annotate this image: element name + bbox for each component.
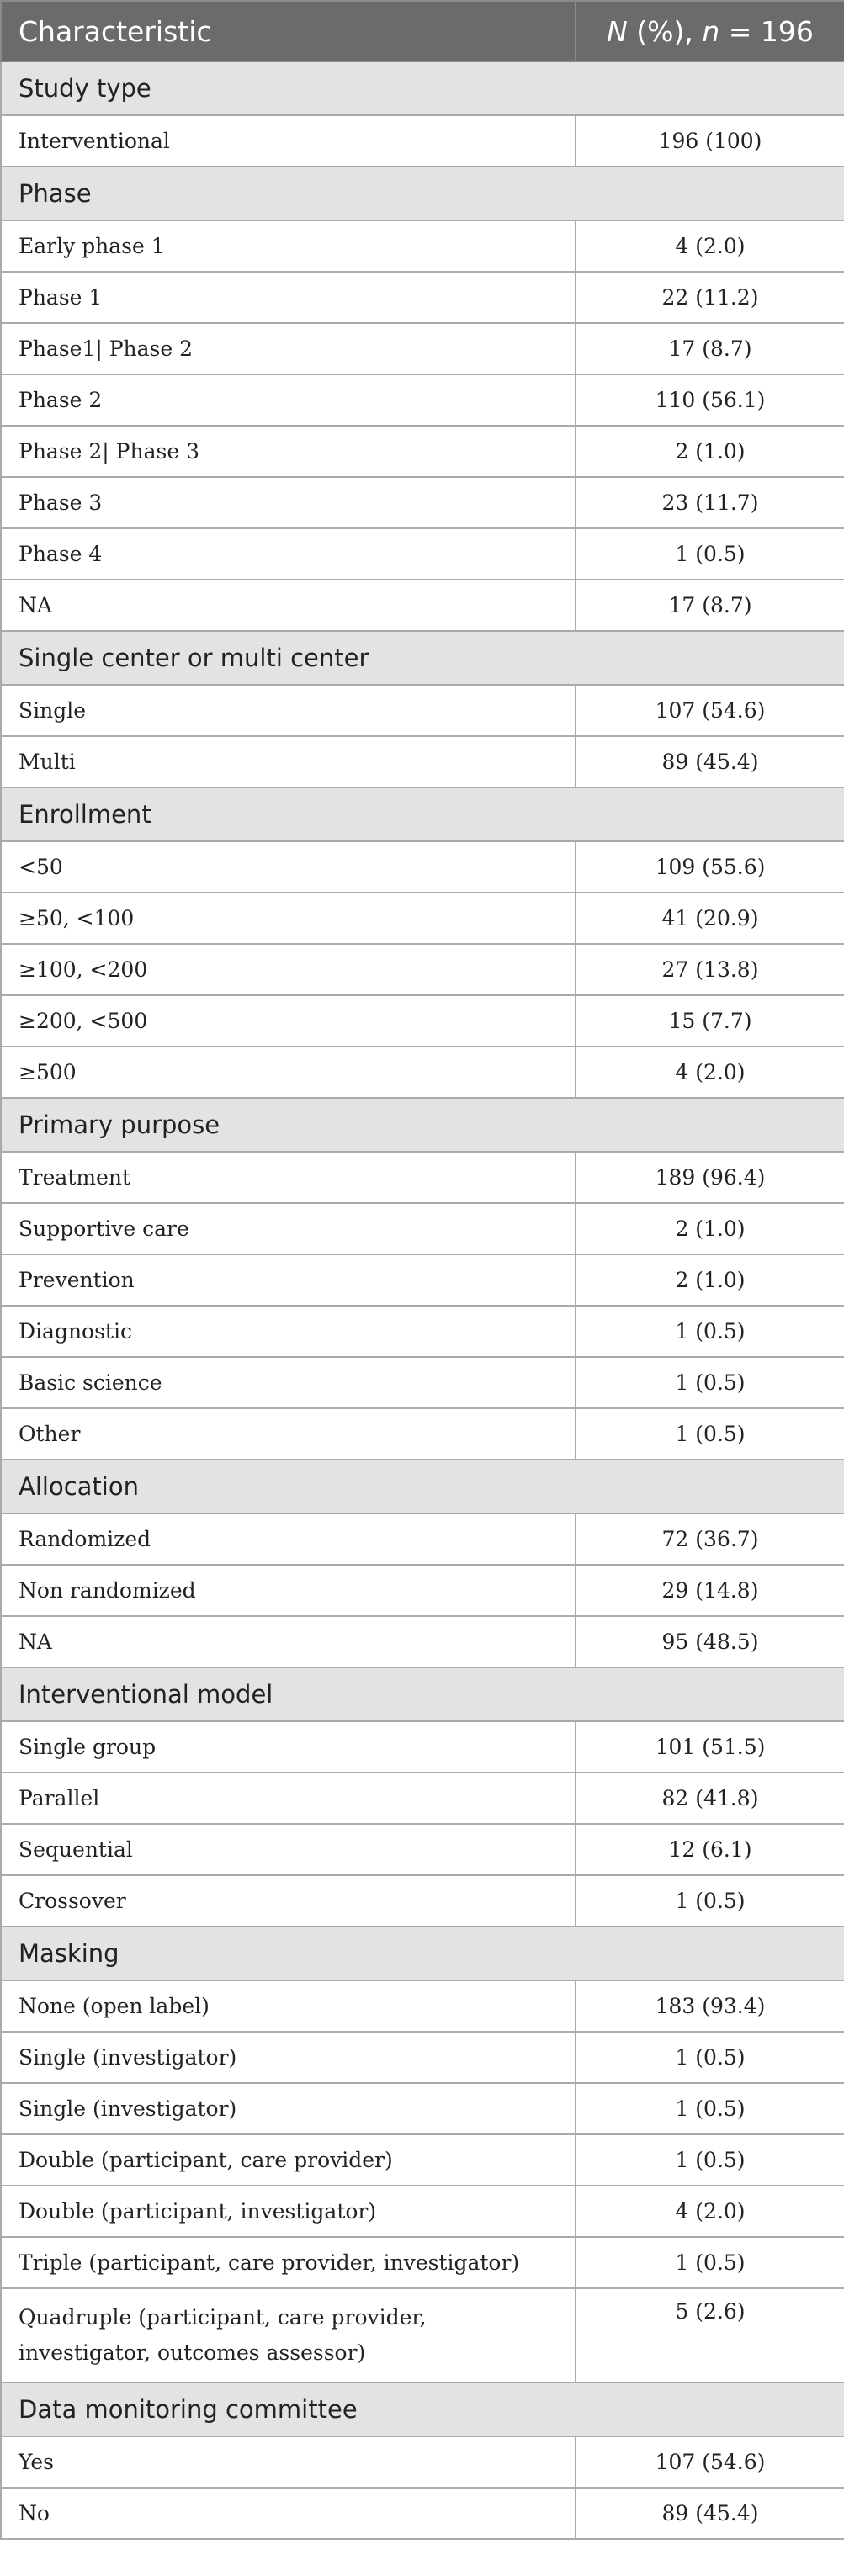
row-value: 1 (0.5) <box>576 1875 844 1927</box>
row-value: 189 (96.4) <box>576 1152 844 1203</box>
row-label: ≥200, <500 <box>1 995 576 1047</box>
row-label: <50 <box>1 841 576 893</box>
row-value: 1 (0.5) <box>576 1306 844 1357</box>
table-header-row <box>1 1 844 61</box>
row-label: Non randomized <box>1 1565 576 1616</box>
row-value: 107 (54.6) <box>576 2436 844 2488</box>
table-row <box>1 2488 844 2539</box>
section-row <box>1 167 844 220</box>
table-row <box>1 1616 844 1667</box>
n-label: N <box>607 14 628 48</box>
table-row <box>1 1773 844 1824</box>
row-label: No <box>1 2488 576 2539</box>
row-value: 1 (0.5) <box>576 2134 844 2186</box>
row-label: Single group <box>1 1721 576 1773</box>
row-value: 1 (0.5) <box>576 1357 844 1408</box>
row-label: Double (participant, investigator) <box>1 2186 576 2237</box>
table-row <box>1 1721 844 1773</box>
row-value: 1 (0.5) <box>576 2237 844 2288</box>
table-row <box>1 893 844 944</box>
section-title: Study type <box>1 61 844 115</box>
table-row <box>1 2288 844 2383</box>
table-body <box>1 61 844 2539</box>
n-small-label: n <box>702 14 720 48</box>
row-label: Sequential <box>1 1824 576 1875</box>
row-label: NA <box>1 1616 576 1667</box>
row-label: Yes <box>1 2436 576 2488</box>
table-row <box>1 1203 844 1254</box>
section-row <box>1 1460 844 1513</box>
table-row <box>1 736 844 787</box>
table-row <box>1 1357 844 1408</box>
table-row <box>1 995 844 1047</box>
row-label: ≥50, <100 <box>1 893 576 944</box>
row-value: 23 (11.7) <box>576 477 844 528</box>
row-label: ≥100, <200 <box>1 944 576 995</box>
row-label: NA <box>1 580 576 631</box>
table-row <box>1 944 844 995</box>
section-row <box>1 787 844 841</box>
table-row <box>1 2237 844 2288</box>
row-label: Single (investigator) <box>1 2083 576 2134</box>
table-row <box>1 2436 844 2488</box>
row-label: Phase 3 <box>1 477 576 528</box>
section-title: Enrollment <box>1 787 844 841</box>
row-value: 196 (100) <box>576 115 844 167</box>
row-label: Crossover <box>1 1875 576 1927</box>
table-row <box>1 1254 844 1306</box>
table-row <box>1 528 844 580</box>
table-row <box>1 272 844 323</box>
table-row <box>1 426 844 477</box>
row-label: Interventional <box>1 115 576 167</box>
row-value: 4 (2.0) <box>576 220 844 272</box>
table-row <box>1 1980 844 2032</box>
row-value: 89 (45.4) <box>576 2488 844 2539</box>
section-title: Primary purpose <box>1 1098 844 1152</box>
row-value: 5 (2.6) <box>576 2288 844 2383</box>
table-row <box>1 841 844 893</box>
row-value: 109 (55.6) <box>576 841 844 893</box>
row-label: Randomized <box>1 1513 576 1565</box>
row-label: Single <box>1 685 576 736</box>
pct-label: (%), <box>627 14 703 48</box>
table-row <box>1 1565 844 1616</box>
table-row <box>1 1824 844 1875</box>
table-row <box>1 1408 844 1460</box>
table-row <box>1 1047 844 1098</box>
row-label: Single (investigator) <box>1 2032 576 2083</box>
row-value: 1 (0.5) <box>576 2083 844 2134</box>
section-row <box>1 1927 844 1980</box>
row-value: 110 (56.1) <box>576 374 844 426</box>
n-equals-label: = 196 <box>719 14 814 48</box>
table-row <box>1 220 844 272</box>
row-label: Quadruple (participant, care provider, investigator, outcomes assessor) <box>1 2288 576 2383</box>
row-value: 4 (2.0) <box>576 2186 844 2237</box>
section-row <box>1 61 844 115</box>
row-label: Triple (participant, care provider, investigator) <box>1 2237 576 2288</box>
row-value: 89 (45.4) <box>576 736 844 787</box>
row-label: Early phase 1 <box>1 220 576 272</box>
section-title: Allocation <box>1 1460 844 1513</box>
row-label: Supportive care <box>1 1203 576 1254</box>
row-value: 101 (51.5) <box>576 1721 844 1773</box>
section-title: Masking <box>1 1927 844 1980</box>
row-value: 29 (14.8) <box>576 1565 844 1616</box>
table-row <box>1 2032 844 2083</box>
row-label: Phase 4 <box>1 528 576 580</box>
row-label: Double (participant, care provider) <box>1 2134 576 2186</box>
row-label: Prevention <box>1 1254 576 1306</box>
row-value: 2 (1.0) <box>576 426 844 477</box>
table-row <box>1 2186 844 2237</box>
table-row <box>1 685 844 736</box>
row-label: None (open label) <box>1 1980 576 2032</box>
row-value: 2 (1.0) <box>576 1203 844 1254</box>
row-value: 27 (13.8) <box>576 944 844 995</box>
row-label: Phase 2| Phase 3 <box>1 426 576 477</box>
row-value: 12 (6.1) <box>576 1824 844 1875</box>
table-row <box>1 477 844 528</box>
section-title: Interventional model <box>1 1667 844 1721</box>
table-row <box>1 2083 844 2134</box>
row-value: 15 (7.7) <box>576 995 844 1047</box>
row-label: Phase 2 <box>1 374 576 426</box>
section-row <box>1 1667 844 1721</box>
row-label: Diagnostic <box>1 1306 576 1357</box>
row-value: 22 (11.2) <box>576 272 844 323</box>
row-value: 2 (1.0) <box>576 1254 844 1306</box>
characteristic-header: Characteristic <box>1 1 576 61</box>
row-value: 95 (48.5) <box>576 1616 844 1667</box>
table-row <box>1 1513 844 1565</box>
row-label: Phase1| Phase 2 <box>1 323 576 374</box>
row-label: Treatment <box>1 1152 576 1203</box>
row-value: 17 (8.7) <box>576 323 844 374</box>
section-row <box>1 2383 844 2436</box>
section-row <box>1 631 844 685</box>
row-value: 107 (54.6) <box>576 685 844 736</box>
row-label: Multi <box>1 736 576 787</box>
row-label: Phase 1 <box>1 272 576 323</box>
row-value: 1 (0.5) <box>576 528 844 580</box>
row-label: Basic science <box>1 1357 576 1408</box>
table-row <box>1 374 844 426</box>
section-title: Phase <box>1 167 844 220</box>
table-row <box>1 1306 844 1357</box>
n-percent-header <box>576 1 844 61</box>
table-row <box>1 580 844 631</box>
table-row <box>1 1875 844 1927</box>
row-value: 1 (0.5) <box>576 1408 844 1460</box>
row-label: ≥500 <box>1 1047 576 1098</box>
section-row <box>1 1098 844 1152</box>
row-value: 72 (36.7) <box>576 1513 844 1565</box>
row-label: Parallel <box>1 1773 576 1824</box>
table-row <box>1 323 844 374</box>
section-title: Single center or multi center <box>1 631 844 685</box>
row-value: 17 (8.7) <box>576 580 844 631</box>
table-row <box>1 115 844 167</box>
row-value: 41 (20.9) <box>576 893 844 944</box>
table-row <box>1 1152 844 1203</box>
section-title: Data monitoring committee <box>1 2383 844 2436</box>
row-label: Other <box>1 1408 576 1460</box>
row-value: 82 (41.8) <box>576 1773 844 1824</box>
table-row <box>1 2134 844 2186</box>
row-value: 1 (0.5) <box>576 2032 844 2083</box>
row-value: 4 (2.0) <box>576 1047 844 1098</box>
row-value: 183 (93.4) <box>576 1980 844 2032</box>
